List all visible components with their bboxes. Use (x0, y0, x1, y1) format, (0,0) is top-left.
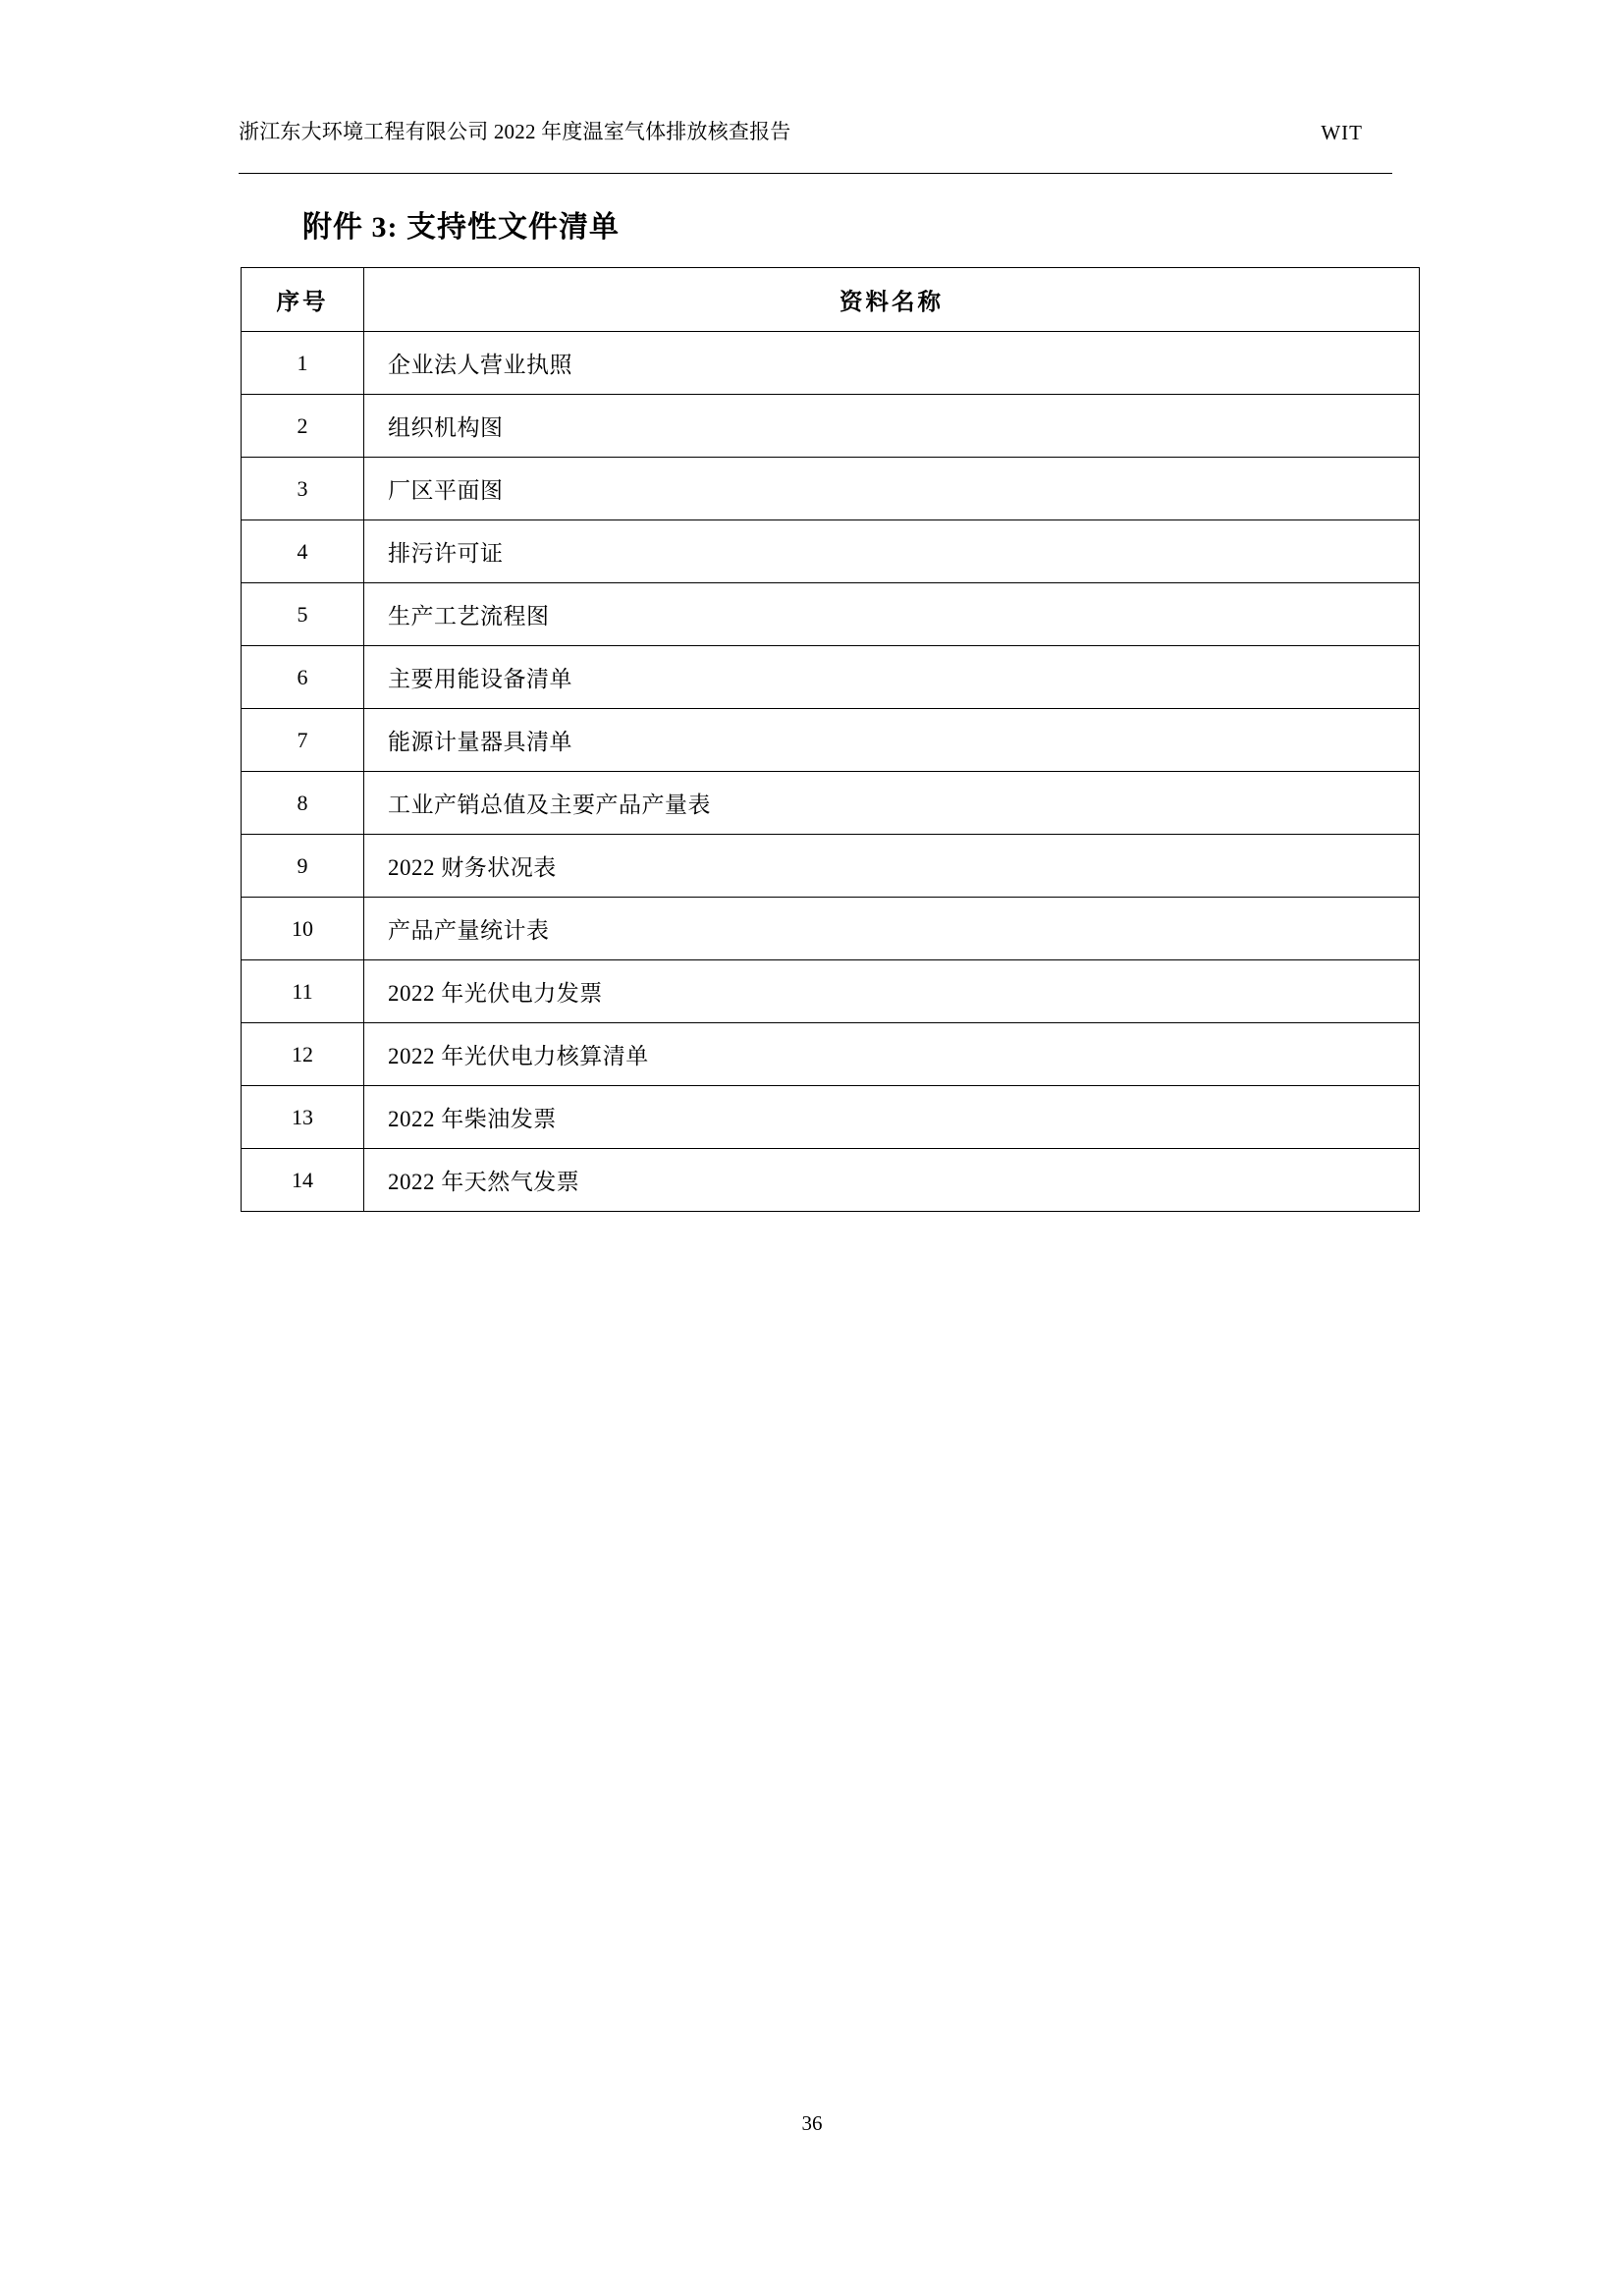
column-header-no: 序号 (242, 268, 364, 332)
row-document-name: 排污许可证 (364, 520, 1420, 583)
page-number: 36 (801, 2111, 823, 2135)
row-document-name: 生产工艺流程图 (364, 583, 1420, 646)
row-index: 13 (242, 1086, 364, 1149)
table-row (242, 1023, 1420, 1086)
row-document-name: 工业产销总值及主要产品产量表 (364, 772, 1420, 835)
row-document-name: 2022 年光伏电力核算清单 (364, 1023, 1420, 1086)
row-index: 14 (242, 1149, 364, 1212)
row-document-name: 产品产量统计表 (364, 898, 1420, 960)
row-document-name: 2022 年柴油发票 (364, 1086, 1420, 1149)
row-index: 4 (242, 520, 364, 583)
supporting-documents-table (241, 267, 1420, 1212)
table-row (242, 709, 1420, 772)
row-index: 7 (242, 709, 364, 772)
row-document-name: 组织机构图 (364, 395, 1420, 458)
table-row (242, 835, 1420, 898)
table-row (242, 960, 1420, 1023)
table-row (242, 520, 1420, 583)
header-report-title: 浙江东大环境工程有限公司 2022 年度温室气体排放核查报告 (239, 120, 791, 143)
column-header-name: 资料名称 (364, 268, 1420, 332)
row-document-name: 2022 财务状况表 (364, 835, 1420, 898)
table-row (242, 332, 1420, 395)
row-index: 9 (242, 835, 364, 898)
page-header (239, 116, 1392, 145)
row-index: 1 (242, 332, 364, 395)
header-org-mark: WIT (1321, 121, 1363, 144)
row-document-name: 主要用能设备清单 (364, 646, 1420, 709)
table-row (242, 772, 1420, 835)
table-row (242, 395, 1420, 458)
table-row (242, 583, 1420, 646)
row-document-name: 能源计量器具清单 (364, 709, 1420, 772)
row-index: 10 (242, 898, 364, 960)
row-document-name: 2022 年光伏电力发票 (364, 960, 1420, 1023)
table-header-row (242, 268, 1420, 332)
table-row (242, 1086, 1420, 1149)
row-index: 8 (242, 772, 364, 835)
table-row (242, 898, 1420, 960)
table-row (242, 458, 1420, 520)
page-title: 附件 3: 支持性文件清单 (302, 211, 620, 244)
row-index: 11 (242, 960, 364, 1023)
row-document-name: 企业法人营业执照 (364, 332, 1420, 395)
table-row (242, 646, 1420, 709)
row-document-name: 2022 年天然气发票 (364, 1149, 1420, 1212)
row-index: 6 (242, 646, 364, 709)
row-index: 12 (242, 1023, 364, 1086)
table-row (242, 1149, 1420, 1212)
row-index: 2 (242, 395, 364, 458)
header-divider (239, 173, 1392, 174)
supporting-documents-table-wrapper (241, 267, 1419, 1212)
row-document-name: 厂区平面图 (364, 458, 1420, 520)
row-index: 5 (242, 583, 364, 646)
row-index: 3 (242, 458, 364, 520)
